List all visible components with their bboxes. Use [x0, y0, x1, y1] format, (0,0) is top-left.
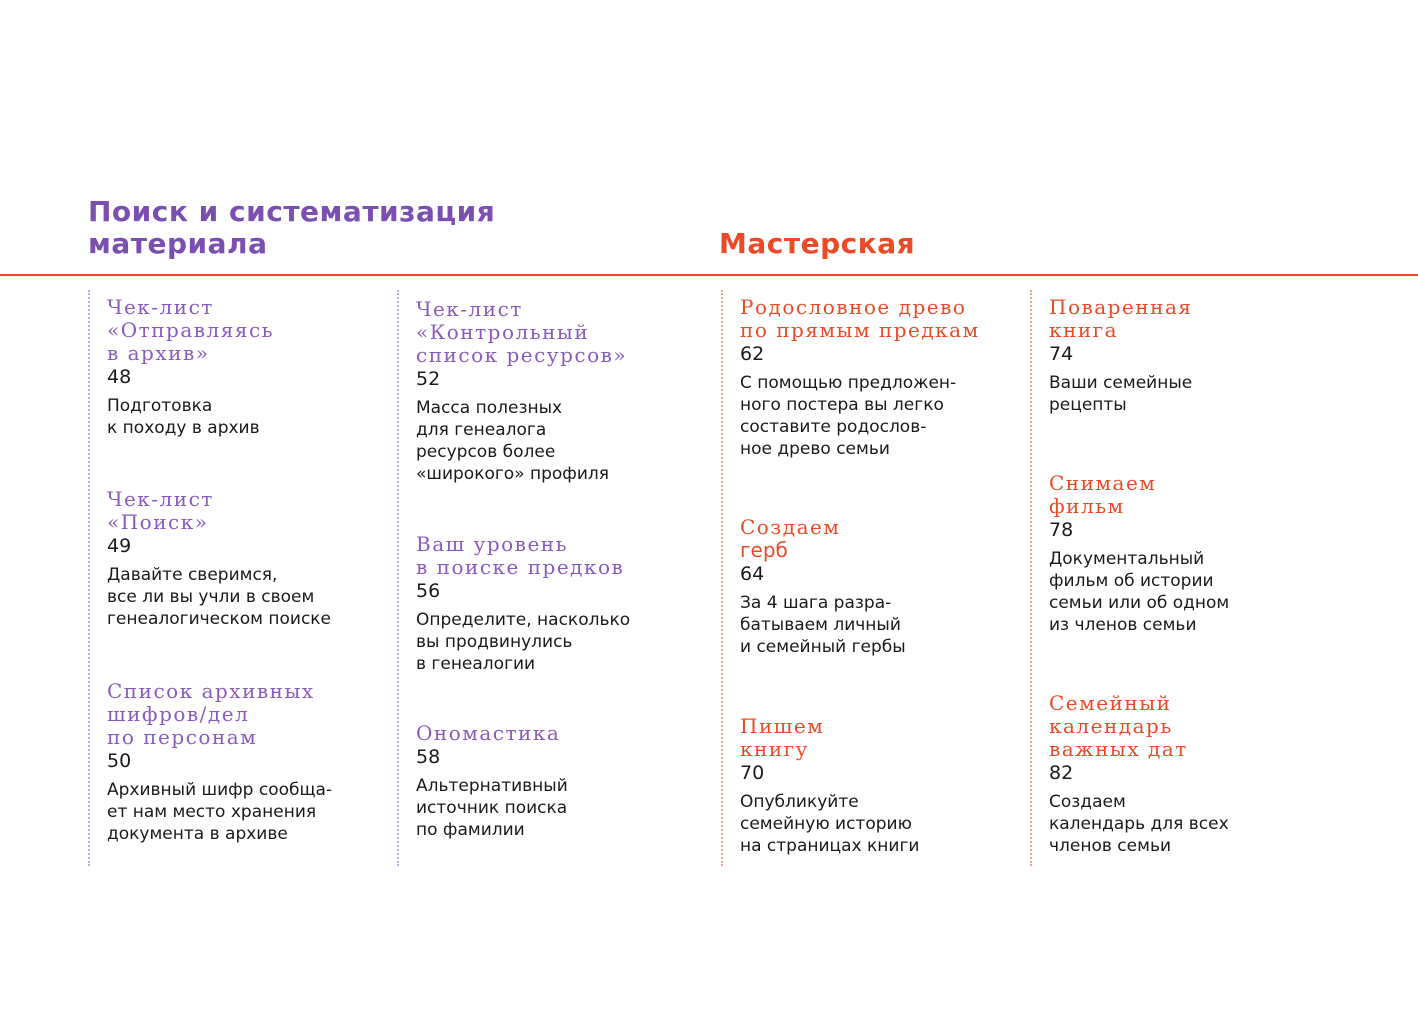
- toc-item[interactable]: [107, 680, 367, 845]
- section-title-workshop: Мастерская: [719, 227, 916, 260]
- toc-item-title: Чек-лист «Отправляясь в архив»: [107, 295, 275, 365]
- toc-item-title: Родословное древо по прямым предкам: [740, 295, 980, 342]
- toc-item[interactable]: [107, 296, 367, 439]
- toc-item[interactable]: [1049, 296, 1309, 416]
- toc-item-page: 74: [1049, 343, 1074, 365]
- toc-item-title: Семейный календарь важных дат: [1049, 691, 1188, 761]
- toc-item[interactable]: [740, 516, 1000, 658]
- toc-item[interactable]: [1049, 472, 1309, 636]
- section-title-search: Поиск и систематизация материала: [88, 195, 496, 260]
- toc-item-page: 82: [1049, 762, 1074, 784]
- toc-item-description: С помощью предложен- ного постера вы легко составите родослов- ное древо семьи: [740, 373, 957, 459]
- toc-item-page: 64: [740, 563, 765, 585]
- toc-column-4: [1030, 290, 1292, 866]
- toc-column-1: [88, 290, 350, 866]
- toc-item-page: 49: [107, 535, 132, 557]
- toc-item[interactable]: [740, 296, 1000, 460]
- toc-item-description: Подготовка к походу в архив: [107, 396, 260, 438]
- toc-item-description: Архивный шифр сообща- ет нам место хранения документа в архиве: [107, 780, 333, 844]
- toc-item-title: Снимаем фильм: [1049, 471, 1157, 518]
- section-divider: [0, 274, 1418, 276]
- toc-item-description: Опубликуйте семейную историю на страницах книги: [740, 792, 920, 856]
- toc-item-page: 58: [416, 746, 441, 768]
- toc-item-description: За 4 шага разра- батываем личный и семейный гербы: [740, 593, 906, 657]
- toc-item-title-line2: герб: [740, 538, 788, 562]
- toc-item-page: 56: [416, 580, 441, 602]
- toc-item[interactable]: [740, 715, 1000, 857]
- toc-item-page: 48: [107, 366, 132, 388]
- toc-item-page: 52: [416, 368, 441, 390]
- toc-item-title: Создаем: [740, 515, 841, 539]
- toc-item[interactable]: [416, 298, 676, 485]
- toc-column-2: [397, 290, 659, 866]
- toc-item-description: Создаем календарь для всех членов семьи: [1049, 792, 1229, 856]
- toc-item-page: 50: [107, 750, 132, 772]
- toc-item-page: 78: [1049, 519, 1074, 541]
- toc-item[interactable]: [107, 488, 367, 630]
- toc-item[interactable]: [1049, 692, 1309, 857]
- toc-item-title: Пишем книгу: [740, 714, 825, 761]
- toc-item-description: Масса полезных для генеалога ресурсов более «широкого» профиля: [416, 398, 609, 484]
- toc-item[interactable]: [416, 722, 676, 841]
- toc-item-description: Определите, насколько вы продвинулись в генеалогии: [416, 610, 631, 674]
- toc-item-description: Альтернативный источник поиска по фамилии: [416, 776, 568, 840]
- toc-item-description: Ваши семейные рецепты: [1049, 373, 1193, 415]
- toc-column-3: [721, 290, 983, 866]
- toc-item[interactable]: [416, 533, 676, 675]
- toc-item-title: Чек-лист «Поиск»: [107, 487, 214, 534]
- toc-item-page: 70: [740, 762, 765, 784]
- toc-item-description: Документальный фильм об истории семьи или об одном из членов семьи: [1049, 549, 1230, 635]
- toc-item-title: Поваренная книга: [1049, 295, 1193, 342]
- toc-item-title: Ваш уровень в поиске предков: [416, 532, 625, 579]
- toc-item-title: Чек-лист «Контрольный список ресурсов»: [416, 297, 628, 367]
- toc-item-title: Список архивных шифров/дел по персонам: [107, 679, 315, 749]
- toc-item-title: Ономастика: [416, 721, 561, 745]
- toc-item-description: Давайте сверимся, все ли вы учли в своем генеалогическом поиске: [107, 565, 332, 629]
- toc-item-page: 62: [740, 343, 765, 365]
